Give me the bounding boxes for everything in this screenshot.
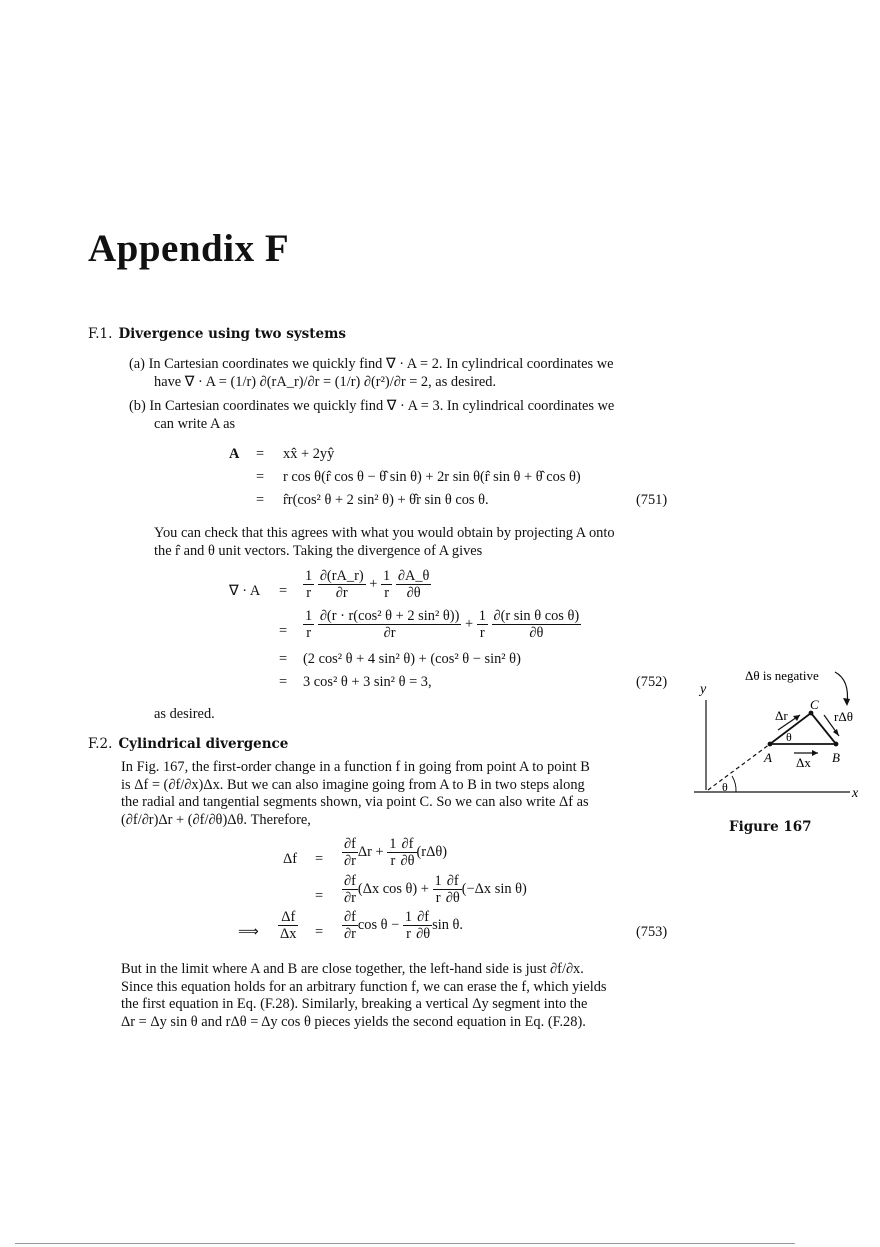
point-a	[768, 742, 773, 747]
eq753-row3: $\frac{\partial f}{\partial r}$ cos θ − $\frac{1}{r}$ $\frac{\partial f}{\partial\theta}$ sin θ.	[344, 909, 464, 942]
figure-note: Δθ is negative	[745, 668, 819, 683]
part-a	[129, 356, 614, 391]
note-arrowhead-icon	[843, 698, 850, 706]
eq753-lhs: Δf	[283, 851, 298, 867]
paragraph-line: the radial and tangential segments shown, via point C. So we can also write Δf as	[121, 794, 589, 811]
section-title: Divergence using two systems	[118, 326, 346, 342]
part-label: (b)	[129, 398, 146, 414]
eq752-row3: (2 cos² θ + 4 sin² θ) + (cos² θ − sin² θ)	[303, 651, 521, 667]
eq751-lhs: A	[229, 446, 240, 462]
paragraph-line: But in the limit where A and B are close together, the left-hand side is just ∂f/∂x.	[121, 961, 584, 977]
eq752-equals: =	[279, 651, 288, 667]
footer-rule	[15, 1243, 795, 1244]
paragraph-line: is Δf = (∂f/∂x)Δx. But we can also imagine going from A to B in two steps along	[121, 776, 585, 793]
eq753-equals: =	[315, 888, 324, 904]
eq751-equals: =	[256, 446, 265, 462]
figure-caption: Figure 167	[729, 819, 812, 835]
eq752-lhs: ∇ · A	[229, 583, 261, 599]
rdtheta-arrowhead-icon	[833, 729, 839, 736]
label-rdtheta: rΔθ	[834, 709, 853, 724]
equation-number: (752)	[636, 674, 668, 690]
paragraph-line: Since this equation holds for an arbitrary function f, we can erase the f, which yields	[121, 978, 607, 995]
section-title: Cylindrical divergence	[118, 736, 289, 752]
paragraph-line: In Fig. 167, the first-order change in a function f in going from point A to point B	[121, 759, 590, 775]
eq751-equals: =	[256, 469, 265, 485]
eq752-row4: 3 cos² θ + 3 sin² θ = 3,	[303, 674, 432, 690]
paragraph-line: You can check that this agrees with what you would obtain by projecting A onto	[154, 525, 615, 541]
part-text: can write A as	[154, 415, 236, 432]
part-text: have ∇ · A = (1/r) ∂(rA_r)/∂r = (1/r) ∂(r²)/∂r = 2, as desired.	[154, 373, 497, 390]
eq751-row3: r̂r(cos² θ + 2 sin² θ) + θ̂r sin θ cos θ.	[283, 492, 489, 508]
figure-167-diagram	[690, 660, 870, 810]
y-axis-label: y	[700, 682, 707, 697]
part-label: (a)	[129, 356, 145, 372]
eq752-equals: =	[279, 623, 288, 639]
check-paragraph	[154, 525, 615, 560]
section-heading-f2	[88, 736, 288, 752]
part-b	[129, 398, 614, 433]
radial-dashed-line	[708, 744, 770, 790]
label-dr: Δr	[775, 708, 788, 723]
section2-paragraph	[121, 759, 590, 829]
eq752-equals: =	[279, 583, 288, 599]
implies-arrow: ⟹	[238, 924, 259, 940]
dr-arrowhead-icon	[793, 715, 800, 721]
label-c: C	[810, 697, 819, 712]
eq753-equals: =	[315, 851, 324, 867]
eq751-row2: r cos θ(r̂ cos θ − θ̂ sin θ) + 2r sin θ(r̂ sin θ + θ̂ cos θ)	[283, 469, 581, 485]
part-text: In Cartesian coordinates we quickly find ∇ · A = 3. In cylindrical coordinates we	[149, 398, 615, 414]
label-a: A	[764, 750, 772, 765]
eq752-row2: $\frac{1}{r}$ $\frac{\text{∂(r · r(cos² θ + 2 sin² θ))}}{\partial r}$ + $\frac{1}{r}$ $\frac{\text{∂(r sin θ cos θ)}}{\partial\theta}$	[305, 608, 580, 641]
angle-theta-label: θ	[786, 730, 792, 744]
eq751-equals: =	[256, 492, 265, 508]
section-heading-f1	[88, 326, 346, 342]
paragraph-line: Δr = Δy sin θ and rΔθ = Δy cos θ pieces yields the second equation in Eq. (F.28).	[121, 1013, 586, 1030]
paragraph-line: the first equation in Eq. (F.28). Similarly, breaking a vertical Δy segment into the	[121, 996, 588, 1013]
section-number: F.2.	[88, 736, 113, 752]
point-b	[834, 742, 839, 747]
origin-theta-label: θ	[722, 780, 728, 794]
eq752-row1: $\frac{1}{r}$ $\frac{\partial(rA\_r)}{\partial r}$ + $\frac{1}{r}$ $\frac{\partial A\_\theta}{\partial\theta}$	[305, 568, 430, 601]
paragraph-line: (∂f/∂r)Δr + (∂f/∂θ)Δθ. Therefore,	[121, 811, 311, 828]
eq753-row1: $\frac{\partial f}{\partial r}$ Δr + $\frac{1}{r}$ $\frac{\partial f}{\partial\theta}$ (rΔθ)	[344, 836, 448, 869]
page-title: Appendix F	[88, 227, 290, 270]
x-axis-label: x	[852, 786, 859, 801]
origin-angle-arc	[732, 776, 736, 792]
equation-number: (751)	[636, 492, 668, 508]
eq751-row1: xx̂ + 2yŷ	[283, 446, 335, 462]
closing-paragraph	[121, 961, 607, 1031]
equation-number: (753)	[636, 924, 668, 940]
segment-cb	[811, 713, 836, 744]
as-desired-text: as desired.	[154, 706, 215, 722]
label-b: B	[832, 750, 840, 765]
eq753-lhs3: $\frac{\Delta f}{\Delta x}$	[280, 909, 297, 942]
eq752-equals: =	[279, 674, 288, 690]
eq753-equals: =	[315, 924, 324, 940]
section-number: F.1.	[88, 326, 113, 342]
label-dx: Δx	[796, 755, 811, 770]
dx-arrowhead-icon	[812, 750, 818, 756]
eq753-row2: $\frac{\partial f}{\partial r}$ (Δx cos θ) + $\frac{1}{r}$ $\frac{\partial f}{\partial\theta}$ (−Δx sin θ)	[344, 873, 527, 906]
part-text: In Cartesian coordinates we quickly find ∇ · A = 2. In cylindrical coordinates we	[148, 356, 614, 372]
paragraph-line: the r̂ and θ unit vectors. Taking the divergence of A gives	[154, 542, 483, 559]
